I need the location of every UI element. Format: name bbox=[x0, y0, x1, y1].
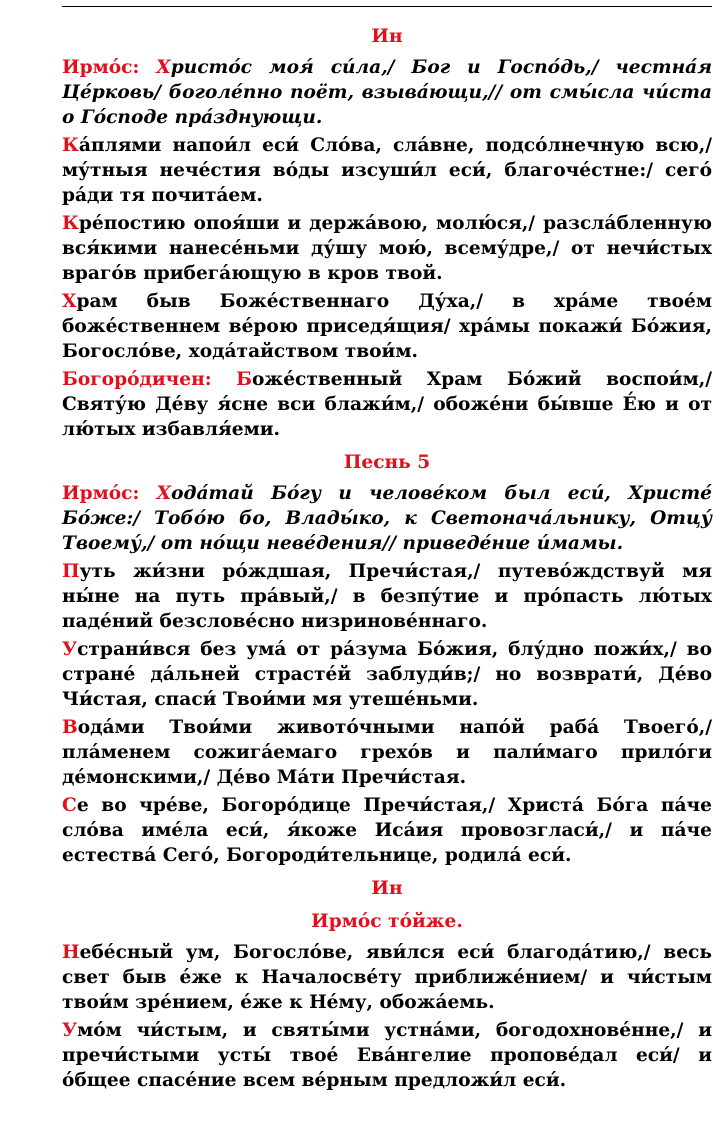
paragraph-text: мо́м чи́стым, и святы́ми устна́ми, богодохнове́нне,/ и пречи́стыми усты́ твое́ Ева́нгелие пропове́дал еси́/ и о́бщее спасе́ние всем ве́рным предложи́л еси́. bbox=[62, 1020, 712, 1091]
paragraph-text: а́плями напои́л еси́ Сло́ва, сла́вне, подсо́лнечную всю,/ му́тныя нече́стия во́ды изсуши́л еси́, благоче́стне:/ сего́ ра́ди тя почита́ем. bbox=[62, 135, 712, 206]
drop-initial: С bbox=[62, 795, 77, 816]
paragraph-text: ода́тай Бо́гу и челове́ком был еси́, Христе́ Бо́же:/ Тобо́ю бо, Влады́ко, к Светонача́льнику, Отцу́ Твоему́,/ от но́щи неве́дения// приведе́ние и́мамы. bbox=[62, 483, 712, 554]
irmos-paragraph bbox=[62, 55, 712, 130]
rubric-label: Ирмо́с: bbox=[62, 57, 157, 78]
section-heading-irmos-same: Ирмо́с то́йже. bbox=[311, 911, 463, 932]
top-rule bbox=[62, 6, 712, 7]
drop-initial: Б bbox=[236, 369, 253, 390]
paragraph-text: ре́постию опоя́ши и держа́вою, молю́ся,/ разсла́бленную вся́кими нанесе́ньми ду́шу мою́, всему́дре,/ от нечи́стых враго́в прибега́ющую в кров твой. bbox=[62, 213, 712, 284]
troparion-paragraph bbox=[62, 559, 712, 634]
rubric-label: Богоро́дичен: bbox=[62, 369, 237, 390]
troparion-paragraph bbox=[62, 211, 712, 286]
drop-initial: П bbox=[62, 561, 80, 582]
drop-initial: Х bbox=[156, 57, 171, 78]
drop-initial: К bbox=[62, 213, 79, 234]
troparion-paragraph bbox=[62, 1018, 712, 1093]
paragraph-text: ристо́с моя́ си́ла,/ Бог и Госпо́дь,/ честна́я Це́рковь/ боголе́пно поёт, взыва́ющи,// от смы́сла чи́ста о Го́споде пра́зднующи. bbox=[62, 57, 712, 128]
troparion-paragraph bbox=[62, 133, 712, 208]
drop-initial: Х bbox=[156, 483, 172, 504]
paragraph-text: е во чре́ве, Богоро́дице Пречи́стая,/ Христа́ Бо́га па́че сло́ва име́ла еси́, я́коже Иса́ия провозгласи́,/ и па́че естества́ Сего́, Богороди́тельнице, родила́ еси́. bbox=[62, 795, 712, 866]
paragraph-text: рам быв Боже́ственнаго Ду́ха,/ в хра́ме твое́м боже́ственнем ве́рою приседя́щия/ хра́мы покажи́ Бо́жия, Богосло́ве, хода́тайством твои́м. bbox=[62, 291, 712, 362]
irmos-paragraph bbox=[62, 481, 712, 556]
drop-initial: В bbox=[62, 717, 78, 738]
troparion-paragraph bbox=[62, 940, 712, 1015]
drop-initial: Х bbox=[62, 291, 77, 312]
paragraph-text: страни́вся без ума́ от ра́зума Бо́жия, блу́дно пожи́х,/ во стране́ да́льней страсте́й заблуди́в;/ но возврати́, Де́во Чи́стая, спаси́ Твои́ми мя утеше́ньми. bbox=[62, 639, 712, 710]
rubric-label: Ирмо́с: bbox=[62, 483, 157, 504]
troparion-paragraph bbox=[62, 289, 712, 364]
paragraph-text: ебе́сный ум, Богосло́ве, яви́лся еси́ благода́тию,/ весь свет быв е́же к Началосве́ту приближе́нием/ и чи́стым твои́м зре́нием, е́же к Не́му, обожа́емь. bbox=[62, 942, 712, 1013]
drop-initial: У bbox=[62, 639, 78, 660]
section-heading-ode-5: Песнь 5 bbox=[343, 452, 431, 473]
drop-initial: Н bbox=[62, 942, 80, 963]
paragraph-text: уть жи́зни ро́ждшая, Пречи́стая,/ путево́ждствуй мя ны́не на путь пра́вый,/ в безпу́тие и про́пасть лю́тых паде́ний безслове́сно низринове́ннаго. bbox=[62, 561, 712, 632]
text-page bbox=[62, 16, 712, 1096]
drop-initial: К bbox=[62, 135, 79, 156]
paragraph-text: оже́ственный Храм Бо́жий воспои́м,/ Святу́ю Де́ву я́сне вси блажи́м,/ обоже́ни бы́вше Е́ю и от лю́тых избавля́еми. bbox=[62, 369, 712, 440]
theotokion-paragraph bbox=[62, 367, 712, 442]
section-heading-in: Ин bbox=[371, 878, 403, 899]
troparion-paragraph bbox=[62, 637, 712, 712]
troparion-paragraph bbox=[62, 793, 712, 868]
paragraph-text: ода́ми Твои́ми живото́чными напо́й раба́ Твоего́,/ пла́менем сожига́емаго грехо́в и пали́маго прило́ги де́монскими,/ Де́во Ма́ти Пречи́стая. bbox=[62, 717, 712, 788]
drop-initial: У bbox=[62, 1020, 78, 1041]
troparion-paragraph bbox=[62, 715, 712, 790]
section-heading-in: Ин bbox=[371, 26, 403, 47]
